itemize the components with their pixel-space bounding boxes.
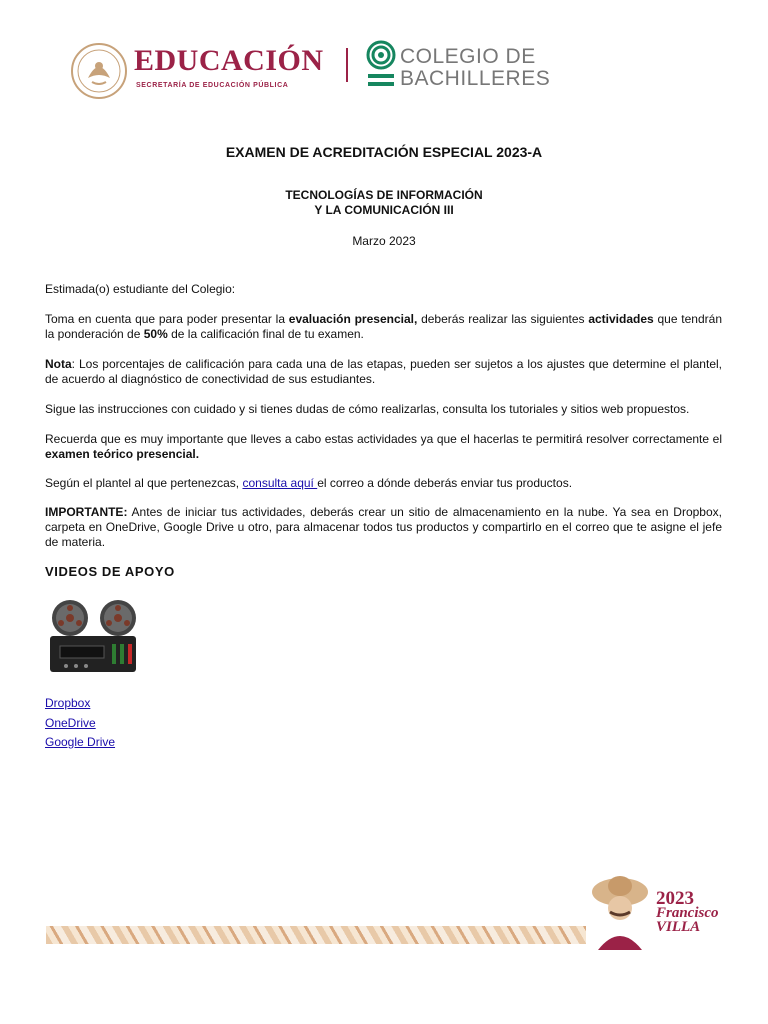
document-title: EXAMEN DE ACREDITACIÓN ESPECIAL 2023-A	[225, 144, 543, 160]
film-projector-icon	[44, 596, 142, 674]
paragraph-importante: IMPORTANTE: Antes de iniciar tus actividades, deberás crear un sitio de almacenamiento en la nube. Ya sea en Dropbox, carpeta en OneDrive, Google Drive u otro, para almacenar todos tus productos y compartirlo en el correo que te asigne el jefe de materia.	[45, 505, 722, 549]
edu-subtitle: SECRETARÍA DE EDUCACIÓN PÚBLICA	[136, 82, 289, 89]
videos-title: VIDEOS DE APOYO	[45, 564, 175, 579]
footer-decorative-band	[46, 926, 586, 944]
footer-year: 2023	[656, 888, 694, 909]
footer-name-line2: VILLA	[656, 919, 701, 935]
paragraph-nota: Nota: Los porcentajes de calificación para cada una de las etapas, pueden ser sujetos a los ajustes que determine el plantel, de acuerdo al diagnóstico de conectividad de sus estudiantes.	[45, 357, 722, 386]
footer-name-line1: Francisco	[656, 905, 719, 921]
edu-title: EDUCACIÓN	[134, 44, 324, 77]
paragraph-evaluacion: Toma en cuenta que para poder presentar la evaluación presencial, deberás realizar las siguientes actividades que tendrán la ponderación de 50% de la calificación final de tu examen.	[45, 312, 722, 341]
subject-line1: TECNOLOGÍAS DE INFORMACIÓN	[285, 188, 483, 202]
mexico-seal-icon	[70, 42, 128, 100]
consulta-aqui-link[interactable]: consulta aquí	[242, 476, 318, 490]
document-date: Marzo 2023	[352, 234, 416, 248]
paragraph-plantel: Según el plantel al que pertenezcas, consulta aquí el correo a dónde deberás enviar tus productos.	[45, 476, 573, 490]
paragraph-instrucciones: Sigue las instrucciones con cuidado y si tienes dudas de cómo realizarlas, consulta los tutoriales y sitios web propuestos.	[45, 402, 690, 416]
subject-line2: Y LA COMUNICACIÓN III	[314, 203, 454, 217]
colegio-bachilleres-text	[400, 46, 550, 90]
greeting: Estimada(o) estudiante del Colegio:	[45, 282, 236, 296]
header-logos	[66, 38, 566, 108]
footer-francisco-villa	[656, 906, 719, 934]
subject-title	[0, 188, 768, 218]
dropbox-link[interactable]: Dropbox	[45, 696, 91, 710]
onedrive-link[interactable]: OneDrive	[45, 715, 96, 730]
logo-divider	[346, 48, 348, 82]
colegio-bachilleres-logo-icon	[366, 40, 396, 90]
google-drive-link[interactable]: Google Drive	[45, 735, 116, 749]
cb-line1: COLEGIO DE	[400, 45, 536, 68]
paragraph-recuerda: Recuerda que es muy importante que lleves a cabo estas actividades ya que el hacerlas te permitirá resolver correctamente el examen teórico presencial.	[45, 432, 722, 461]
cb-line2: BACHILLERES	[400, 67, 551, 90]
video-links	[45, 694, 115, 753]
